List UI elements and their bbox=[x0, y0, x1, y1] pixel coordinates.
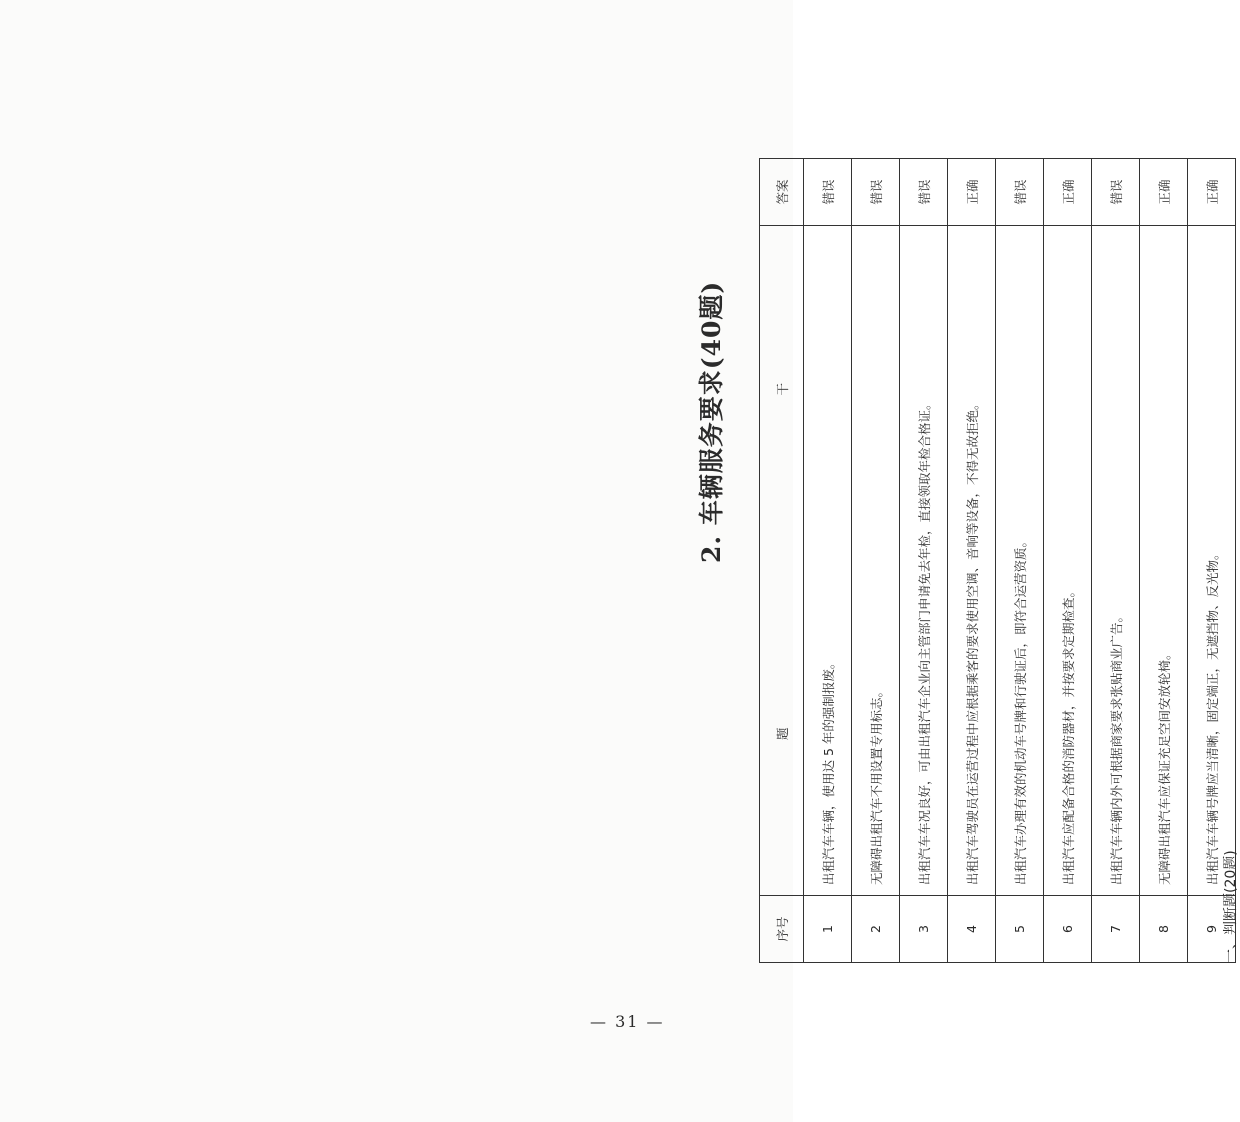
row-number: 8 bbox=[1140, 896, 1188, 963]
table-row bbox=[948, 159, 996, 963]
header-question-b: 干 bbox=[774, 380, 790, 396]
row-answer: 错误 bbox=[900, 159, 948, 226]
header-question-a: 题 bbox=[774, 725, 790, 741]
table-row bbox=[852, 159, 900, 963]
row-answer: 正确 bbox=[1044, 159, 1092, 226]
header-number: 序号 bbox=[760, 896, 804, 963]
row-number: 4 bbox=[948, 896, 996, 963]
row-number: 7 bbox=[1092, 896, 1140, 963]
table-row bbox=[1188, 159, 1236, 963]
page-number: — 31 — bbox=[590, 1012, 665, 1031]
questions-table bbox=[759, 158, 1236, 963]
row-question: 出租汽车办理有效的机动车号牌和行驶证后，即符合运营资质。 bbox=[996, 226, 1044, 896]
row-question: 无障碍出租汽车不用设置专用标志。 bbox=[852, 226, 900, 896]
section-title: 2. 车辆服务要求(40题) bbox=[697, 280, 726, 563]
row-question: 出租汽车驾驶员在运营过程中应根据乘客的要求使用空调、音响等设备，不得无故拒绝。 bbox=[948, 226, 996, 896]
row-question: 出租汽车车辆内外可根据商家要求张贴商业广告。 bbox=[1092, 226, 1140, 896]
table-header-row bbox=[760, 159, 804, 963]
rotated-content bbox=[697, 63, 1239, 963]
row-number: 6 bbox=[1044, 896, 1092, 963]
row-answer: 正确 bbox=[1140, 159, 1188, 226]
row-answer: 正确 bbox=[1188, 159, 1236, 226]
table-row bbox=[1140, 159, 1188, 963]
table-row bbox=[804, 159, 852, 963]
row-number: 5 bbox=[996, 896, 1044, 963]
subsection-heading: 一、判断题(20题) bbox=[1223, 850, 1239, 963]
table-row bbox=[996, 159, 1044, 963]
row-answer: 错误 bbox=[852, 159, 900, 226]
row-question: 出租汽车车辆号牌应当清晰，固定端正，无遮挡物、反光物。 bbox=[1188, 226, 1236, 896]
row-question: 无障碍出租汽车应保证充足空间安放轮椅。 bbox=[1140, 226, 1188, 896]
row-answer: 错误 bbox=[996, 159, 1044, 226]
header-answer: 答案 bbox=[760, 159, 804, 226]
row-question: 出租汽车车辆，使用达 5 年的强制报废。 bbox=[804, 226, 852, 896]
row-number: 9 bbox=[1188, 896, 1236, 963]
row-number: 3 bbox=[900, 896, 948, 963]
header-question bbox=[760, 226, 804, 896]
row-answer: 正确 bbox=[948, 159, 996, 226]
row-answer: 错误 bbox=[1092, 159, 1140, 226]
row-number: 1 bbox=[804, 896, 852, 963]
table-row bbox=[1044, 159, 1092, 963]
row-question: 出租汽车应配备合格的消防器材，并按要求定期检查。 bbox=[1044, 226, 1092, 896]
row-answer: 错误 bbox=[804, 159, 852, 226]
table-wrapper bbox=[743, 158, 1236, 963]
table-row bbox=[1092, 159, 1140, 963]
row-number: 2 bbox=[852, 896, 900, 963]
row-question: 出租汽车车况良好，可由出租汽车企业向主管部门申请免去年检，直接领取年检合格证。 bbox=[900, 226, 948, 896]
table-row bbox=[900, 159, 948, 963]
